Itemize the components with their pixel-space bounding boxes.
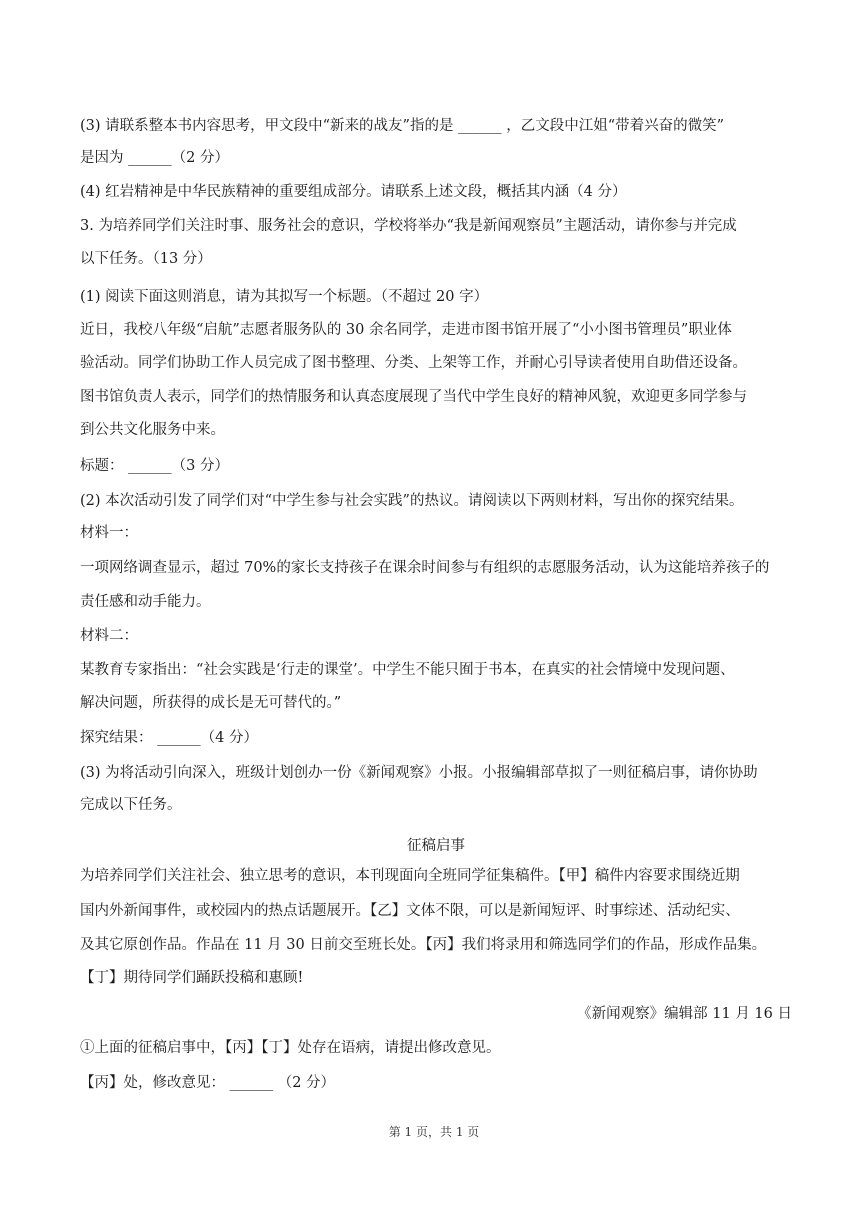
notice-body-line-4: 【丁】期待同学们踊跃投稿和惠顾!: [80, 970, 304, 986]
material-1-line-1: 一项网络调查显示，超过 70%的家长支持孩子在课余时间参与有组织的志愿服务活动，认为这能培养孩子的: [80, 560, 770, 576]
news-paragraph-line-3: 图书馆负责人表示，同学们的热情服务和认真态度展现了当代中学生良好的精神风貌，欢迎更多同学参与: [80, 389, 747, 405]
notice-signature: 《新闻观察》编辑部 11 月 16 日: [577, 1006, 792, 1022]
title-answer-line: 标题： ______（3 分）: [80, 458, 229, 474]
subq3-prompt-line-1: (3) 为将活动引向深入，班级计划创办一份《新闻观察》小报。小报编辑部草拟了一则征稿启事，请你协助: [80, 765, 758, 781]
material-1-label: 材料一：: [80, 525, 138, 541]
q3-text-line-2: 是因为 ______（2 分）: [80, 150, 229, 166]
question-3-intro-line-2: 以下任务。（13 分）: [80, 251, 212, 267]
subtask-1-prompt: ①上面的征稿启事中，【丙】【丁】处存在语病，请提出修改意见。: [80, 1040, 501, 1056]
material-2-label: 材料二：: [80, 628, 138, 644]
material-2-line-1: 某教育专家指出：“社会实践是‘行走的课堂’。中学生不能只囿于书本，在真实的社会情境中发现问题、: [80, 662, 735, 678]
subq2-prompt: (2) 本次活动引发了同学们对“中学生参与社会实践”的热议。请阅读以下两则材料，写出你的探究结果。: [80, 493, 744, 509]
news-paragraph-line-1: 近日，我校八年级“启航”志愿者服务队的 30 余名同学，走进市图书馆开展了“小小图书管理员”职业体: [80, 322, 732, 338]
notice-body-line-3: 及其它原创作品。作品在 11 月 30 日前交至班长处。【丙】我们将录用和筛选同学们的作品，形成作品集。: [80, 937, 767, 953]
material-2-line-2: 解决问题，所获得的成长是无可替代的。”: [80, 695, 342, 711]
notice-body-line-1: 为培养同学们关注社会、独立思考的意识，本刊现面向全班同学征集稿件。【甲】稿件内容要求围绕近期: [80, 868, 740, 884]
notice-body-line-2: 国内外新闻事件，或校园内的热点话题展开。【乙】文体不限，可以是新闻短评、时事综述、活动纪实、: [80, 903, 740, 919]
research-result-line: 探究结果： ______（4 分）: [80, 730, 258, 746]
material-1-line-2: 责任感和动手能力。: [80, 594, 211, 610]
q4-text: (4) 红岩精神是中华民族精神的重要组成部分。请联系上述文段，概括其内涵（4 分）: [80, 184, 627, 200]
notice-heading: 征稿启事: [407, 838, 465, 854]
news-paragraph-line-4: 到公共文化服务中来。: [80, 422, 225, 438]
subq1-prompt: (1) 阅读下面这则消息，请为其拟写一个标题。（不超过 20 字）: [80, 289, 489, 305]
bing-revision-line: 【丙】处，修改意见： ______ （2 分）: [80, 1075, 336, 1091]
news-paragraph-line-2: 验活动。同学们协助工作人员完成了图书整理、分类、上架等工作，并耐心引导读者使用自助借还设备。: [80, 355, 747, 371]
q3-text-line-1: (3) 请联系整本书内容思考，甲文段中“新来的战友”指的是 ______ ，乙文段中江姐“带着兴奋的微笑”: [80, 118, 725, 134]
subq3-prompt-line-2: 完成以下任务。: [80, 797, 182, 813]
question-3-intro-line-1: 3. 为培养同学们关注时事、服务社会的意识，学校将举办“我是新闻观察员”主题活动，请你参与并完成: [80, 218, 737, 234]
page-footer: 第 1 页，共 1 页: [388, 1125, 480, 1139]
